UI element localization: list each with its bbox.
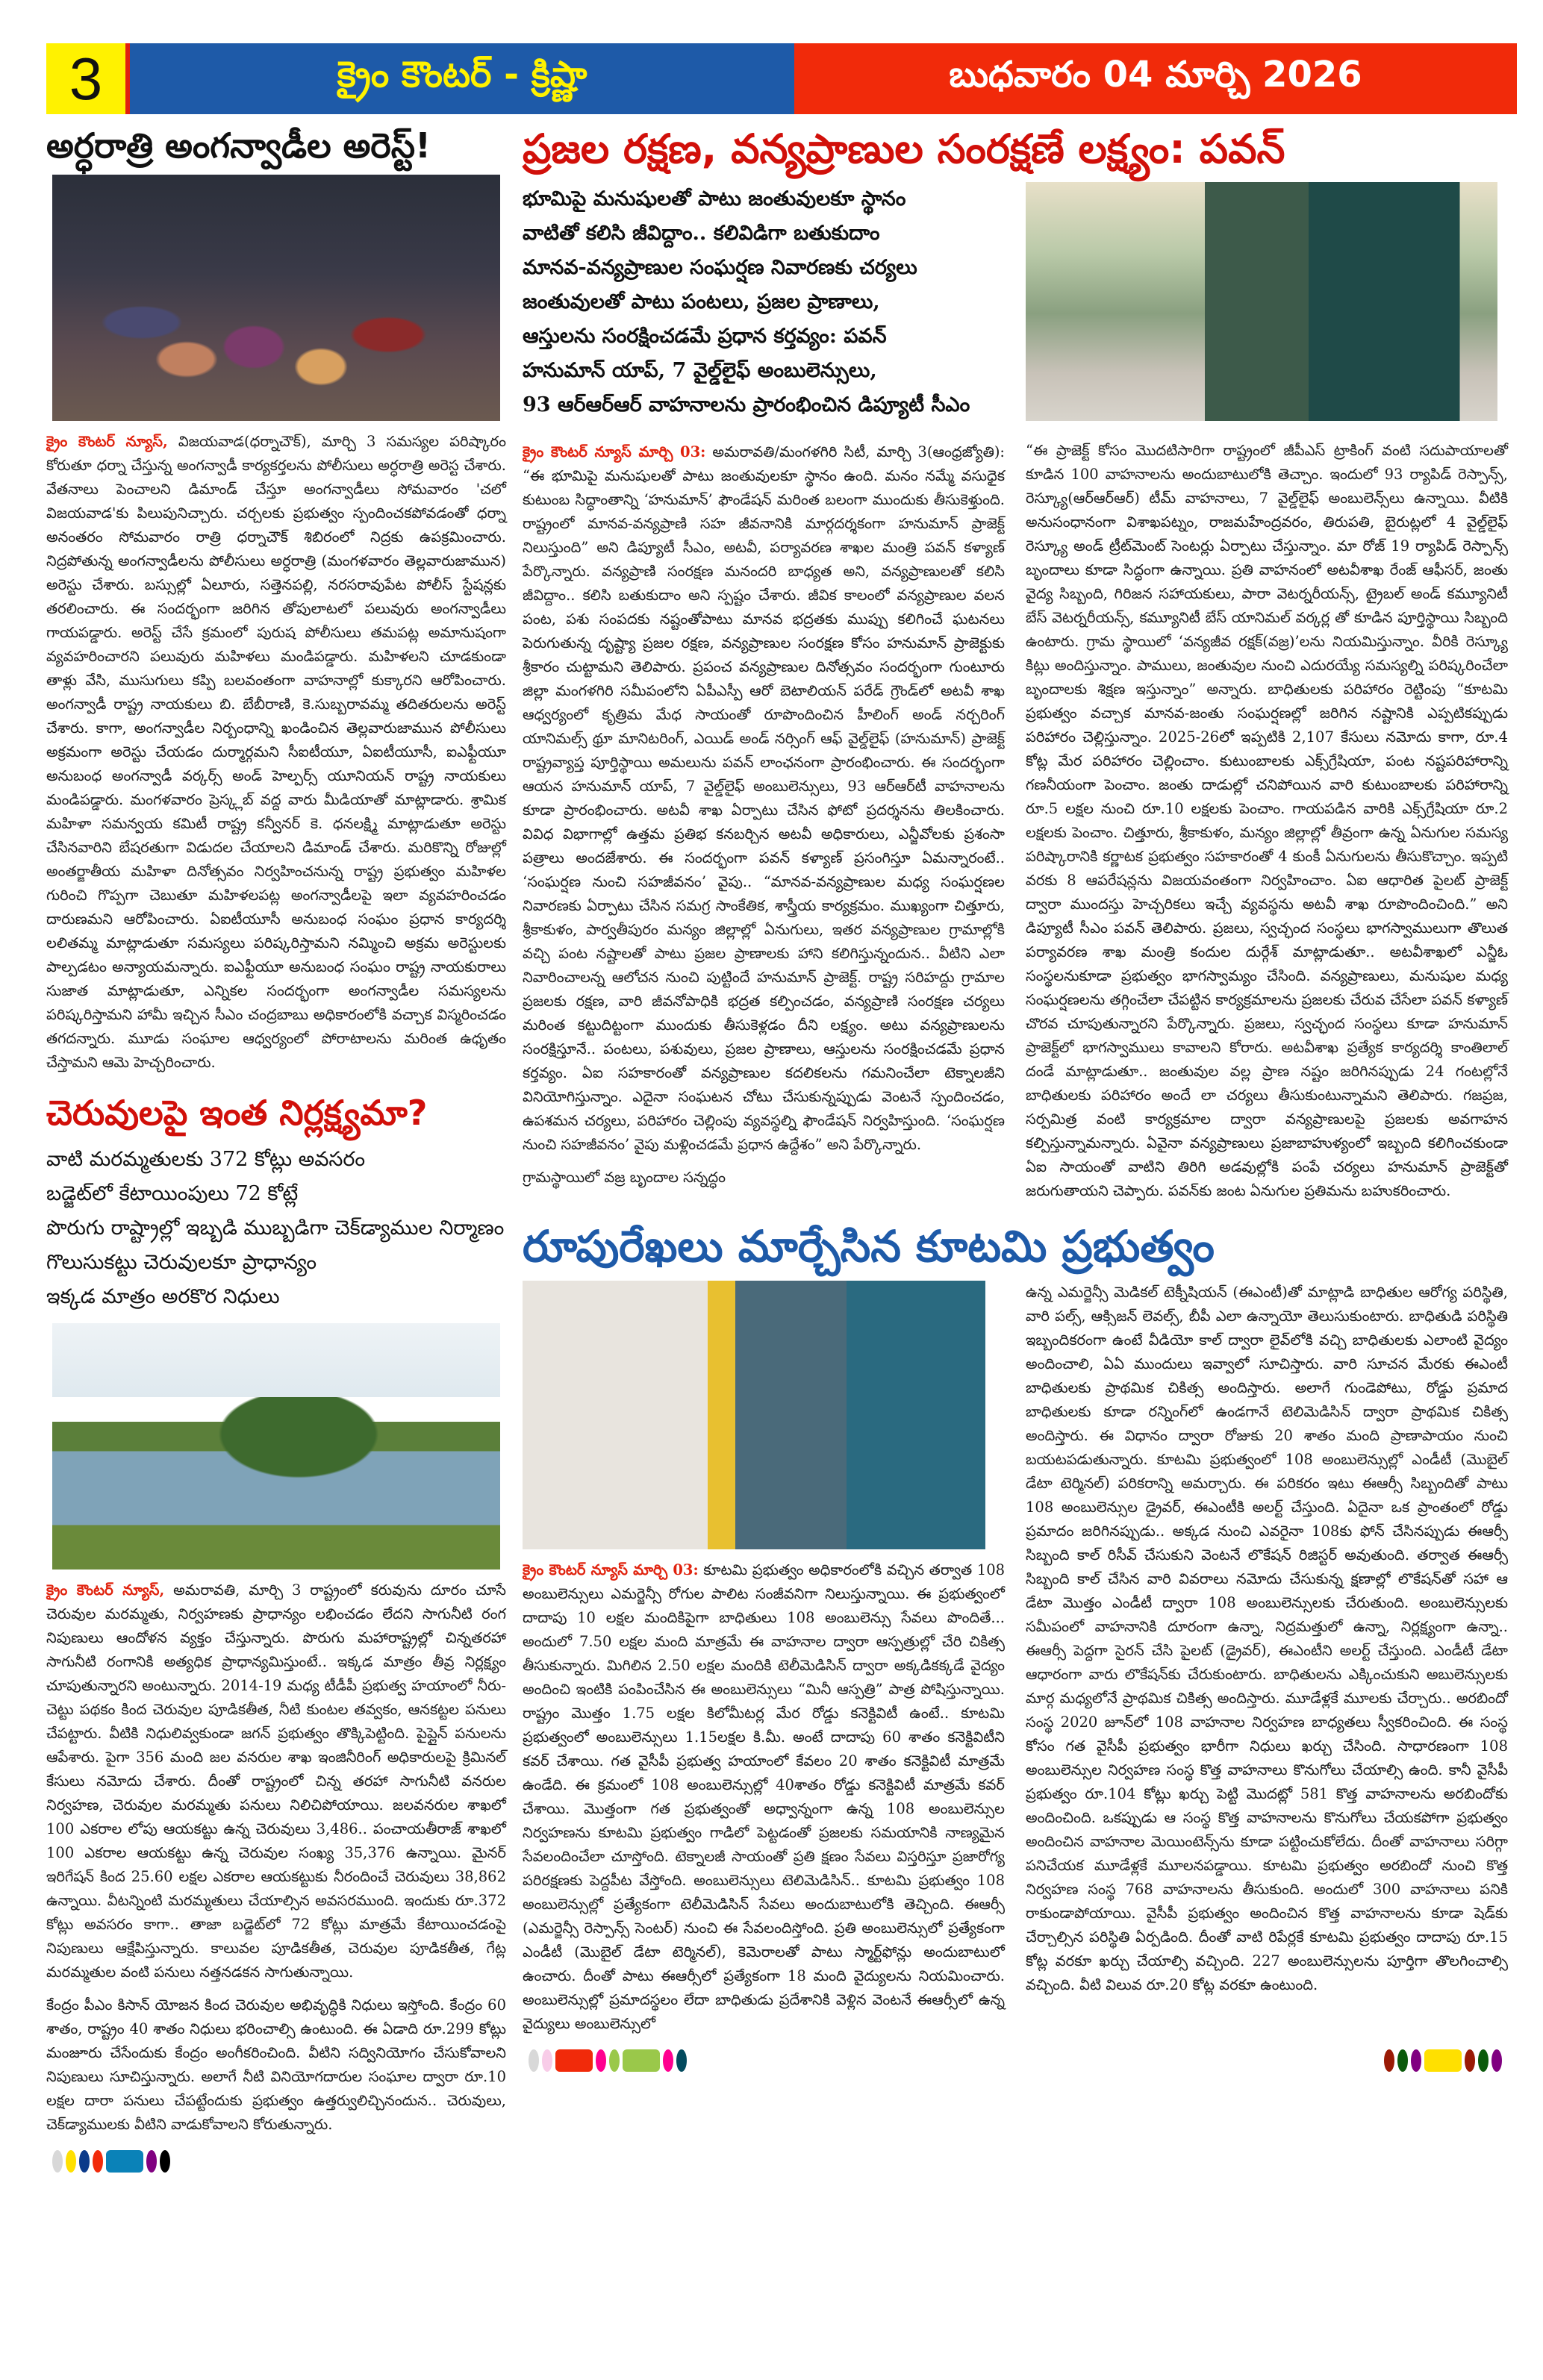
article4-text: కూటమి ప్రభుత్వం అధికారంలోకి వచ్చిన తర్వాత 108 అంబులెన్సులు ఎమర్జెన్సీ రోగుల పాలిట సంజీవనిగా నిలుస్తున్నాయి. ఈ ప్రభుత్వంలో దాదాపు 10 లక్షల మందికిపైగా బాధితులు 108 అంబులెన్సు సేవలు పొందితే... అందులో 7.50 లక్షల మంది మాత్రమే ఈ వాహనాల ద్వారా ఆస్పత్రుల్లో చేరి చికిత్స తీసుకున్నారు. మిగిలిన 2.50 లక్షల మందికి టెలీమెడిసిన్ ద్వారా అక్కడికక్కడే వైద్యం అందించి ఇంటికి పంపించేసిన ఈ అంబులెన్సులు “మినీ ఆస్పత్రి” పాత్ర పోషిస్తున్నాయి. రాష్ట్రం మొత్తం 1.75 లక్షల కిలోమీటర్ల మేర రోడ్డు కనెక్టివిటీ ఉంటే.. కూటమి ప్రభుత్వంలో అంబులెన్సులు 1.15లక్షల కి.మీ. అంటే దాదాపు 60 శాతం కనెక్టివిటీని కవర్ చేశాయి. గత వైసీపీ ప్రభుత్వ హయాంలో కేవలం 20 శాతం కనెక్టివిటీ మాత్రమే ఉండేది. ఈ క్రమంలో 108 అంబులెన్సుల్లో 40శాతం రోడ్డు కనెక్టివిటీ మాత్రమే కవర్ చేశాయి. మొత్తంగా గత ప్రభుత్వంతో అధ్వాన్నంగా ఉన్న 108 అంబులెన్సుల నిర్వహణను కూటమి ప్రభుత్వం గాడిలో పెట్టడంతో ప్రజలకు సమయానికి నాణ్యమైన సేవలందించేలా చూస్తోంది. టెక్నాలజీ సాయంతో ప్రతి క్షణం సేవలు విస్తరిస్తూ ప్రజారోగ్య పరిరక్షణకు పెద్దపీట వేస్తోంది. అంబులెన్సులు టెలిమెడిసిన్.. కూటమి ప్రభుత్వం 108 అంబులెన్సుల్లో ప్రత్యేకంగా టెలీమెడిసిన్ సేవలు అందుబాటులోకి తెచ్చింది. ఈఆర్సీ (ఎమర్జెన్సీ రెస్పాన్స్ సెంటర్) నుంచి ఈ సేవలందిస్తోంది. ప్రతి అంబులెన్సులో ప్రత్యేకంగా ఎండీటీ (మొబైల్ డేటా టెర్మినల్), కెమెరాలతో పాటు స్మార్ట్‌ఫోన్లు అందుబాటులో ఉంచారు. దీంతో పాటు ఈఆర్సీలో ప్రత్యేకంగా 18 మంది వైద్యులను నియమించారు. అంబులెన్సుల్లో ప్రమాదస్థలం లేదా బాధితుడు ప్రదేశానికి వెళ్లిన వెంటనే ఈఆర్సీలో ఉన్న వైద్యులు అంబులెన్సులో bbox=[523, 1561, 1006, 2033]
article1-headline: అర్ధరాత్రి అంగన్వాడీల అరెస్ట్! bbox=[46, 125, 431, 166]
deck-line: వాటితో కలిసి జీవిద్దాం.. కలివిడిగా బతుకుదాం bbox=[523, 221, 880, 245]
article1-text: విజయవాడ(ధర్నాచౌక్), మార్చి 3 సమస్యల పరిష్కారం కోరుతూ ధర్నా చేస్తున్న అంగన్వాడీ కార్యకర్తలను పోలీసులు అర్ధరాత్రి అరెస్ట చేశారు. వేతనాలు పెంచాలని డిమాండ్ చేస్తూ అంగన్వాడీలు సోమవారం 'చలో విజయవాడ'కు పిలుపునిచ్చారు. చర్చలకు ప్రభుత్వం స్పందించకపోవడంతో ధర్నా అనంతరం సోమవారం రాత్రి ధర్నాచౌక్ శిబిరంలో నిద్రకు ఉపక్రమించారు. నిద్రపోతున్న అంగన్వాడీలను పోలీసులు అర్ధరాత్రి (మంగళవారం తెల్లవారుజామున) అరెస్టు చేశారు. బస్సుల్లో ఏలూరు, సత్తెనపల్లి, నరసరావుపేట పోలీస్ స్టేషన్లకు తరలించారు. ఈ సందర్భంగా జరిగిన తోపులాటలో పలువురు అంగన్వాడీలు గాయపడ్డారు. అరెస్ట్ చేసే క్రమంలో పురుష పోలీసులు తమపట్ల అమానుషంగా వ్యవహరించారని పలువురు మహిళలు మండిపడ్డారు. మహిళలని చూడకుండా తాళ్లు వేసి, ముసుగులు కప్పి బలవంతంగా వాహనాల్లో కుక్కారని ఆరోపించారు. అంగన్వాడీ రాష్ట్ర నాయకులు బి. బేబీరాణి, కె.సుబ్బరావమ్మ తదితరులను అరెస్ట్ చేశారు. కాగా, అంగన్వాడీల నిర్బంధాన్ని ఖండించిన తెల్లవారుజామున పోలీసులు అక్రమంగా అరెస్టు చేయడం దుర్మార్గమని సీఐటీయూ, ఏఐటీయూసీ, ఐఎఫ్టీయూ అనుబంధ అంగన్వాడీ వర్కర్స్ అండ్ హెల్పర్స్ యూనియన్ రాష్ట్ర నాయకులు మండిపడ్డారు. మంగళవారం ప్రెస్క్లబ్ వద్ద వారు మీడియాతో మాట్లాడారు. శ్రామిక మహిళా సమన్వయ కమిటీ రాష్ట్ర కన్వీనర్ కె. ధనలక్ష్మి మాట్లాడుతూ అరెస్టు చేసినవారిని బేషరతుగా విడుదల చేయాలని డిమాండ్ చేశారు. మరికొన్ని రోజుల్లో అంతర్జాతీయ మహిళా దినోత్సవం నిర్వహించనున్న రాష్ట్ర ప్రభుత్వం మహిళల గురించి గొప్పగా చెబుతూ మహిళలపట్ల అంగన్వాడీలపై ఇలా వ్యవహరించడం దారుణమని ఆరోపించారు. ఏఐటీయూసీ అనుబంధ సంఘం ప్రధాన కార్యదర్శి లలితమ్మ మాట్లాడుతూ సమస్యలు పరిష్కరిస్తామని నమ్మించి అక్రమ అరెస్టులకు పాల్పడటం అన్యాయమన్నారు. ఐఎఫ్టీయూ అనుబంధ సంఘం రాష్ట్ర నాయకురాలు సుజాత మాట్లాడుతూ, ఎన్నికల సందర్భంగా అంగన్వాడీల సమస్యలను పరిష్కరిస్తామని హామీ ఇచ్చిన సీఎం చంద్రబాబు అధికారంలోకి వచ్చాక విస్మరించడం తగదన్నారు. మూడు సంఘాల ఆధ్వర్యంలో పోరాటాలను మరింత ఉధృతం చేస్తామని ఆమె హెచ్చరించారు. bbox=[46, 433, 506, 1072]
highlight-item: పొరుగు రాష్ట్రాల్లో ఇబ్బడి ముబ్బడిగా చెక్‌డ్యాముల నిర్మాణం bbox=[46, 1216, 505, 1240]
color-swatch bbox=[542, 2049, 552, 2072]
color-swatch bbox=[1411, 2049, 1421, 2072]
article3-photo bbox=[1026, 182, 1497, 421]
article4-row bbox=[523, 1281, 1508, 2036]
article2-text: అమరావతి, మార్చి 3 రాష్ట్రంలో కరువును దూరం చూసే చెరువుల మరమ్మతు, నిర్వహణకు ప్రాధాన్యం లభించడం లేదని సాగునీటి రంగ నిపుణులు ఆందోళన వ్యక్తం చేస్తున్నారు. పొరుగు మహారాష్ట్రల్లో చిన్నతరహా సాగునీటి రంగానికి అత్యధిక ప్రాధాన్యమిస్తుంటే.. ఇక్కడ మాత్రం తీవ్ర నిర్లక్ష్యం చూపుతున్నారని అంటున్నారు. 2014-19 మధ్య టీడీపీ ప్రభుత్వ హయాంలో నీరు-చెట్టు పథకం కింద చెరువుల పూడికతీత, నీటి కుంటల తవ్వకం, ఆనకట్టల పనులు చేపట్టారు. వీటికి నిధులివ్వకుండా జగన్ ప్రభుత్వం తొక్కిపెట్టింది. పైప్లైన్ పనులను ఆపేశారు. పైగా 356 మంది జల వనరుల శాఖ ఇంజినీరింగ్ అధికారులపై క్రిమినల్ కేసులు నమోదు చేశారు. దీంతో రాష్ట్రంలో చిన్న తరహా సాగునీటి వనరుల నిర్వహణ, చెరువుల మరమ్మతు పనులు నిలిచిపోయాయి. జలవనరుల శాఖలో 100 ఎకరాల లోపు ఆయకట్టు ఉన్న చెరువులు 3,486.. పంచాయతీరాజ్ శాఖలో 100 ఎకరాల ఆయకట్టు ఉన్న చెరువుల సంఖ్య 35,376 ఉన్నాయి. మైనర్ ఇరిగేషన్ కింద 25.60 లక్షల ఎకరాల ఆయకట్టుకు నీరందించే చెరువులు 38,862 ఉన్నాయి. వీటన్నింటి మరమ్మతులు చేయాల్సిన అవసరముంది. ఇందుకు రూ.372 కోట్లు అవసరం కాగా.. తాజా బడ్జెట్‌లో 72 కోట్లు మాత్రమే కేటాయించడంపై నిపుణులు ఆక్షేపిస్తున్నారు. కాలువల పూడికతీత, చెరువుల పూడికతీత, గేట్ల మరమ్మతుల వంటి పనులు నత్తనడకన సాగుతున్నాయి. bbox=[46, 1581, 506, 1981]
deck-line: మానవ-వన్యప్రాణుల సంఘర్షణ నివారణకు చర్యలు bbox=[523, 255, 917, 279]
page-number: 3 bbox=[46, 43, 130, 114]
article3-headline: ప్రజల రక్షణ, వన్యప్రాణుల సంరక్షణే లక్ష్యం: పవన్ bbox=[523, 125, 1285, 172]
article4-body-right: ఉన్న ఎమర్జెన్సీ మెడికల్ టెక్నీషియన్ (ఈఎంటీ)తో మాట్లాడి బాధితుల ఆరోగ్య పరిస్థితి, వారి పల్స్, ఆక్సిజన్ లెవల్స్, బీపీ ఎలా ఉన్నాయో తెలుసుకుంటారు. బాధితుడి పరిస్థితి ఇబ్బందికరంగా ఉంటే వీడియో కాల్ ద్వారా లైవ్‌లోకి వచ్చి బాధితులకు ఎలాంటి వైద్యం అందించాలి, ఏఏ ముందులు ఇవ్వాలో సూచిస్తారు. వారి సూచన మేరకు ఈఎంటీ బాధితులకు ప్రాథమిక చికిత్స అందిస్తారు. అలాగే గుండెపోటు, రోడ్డు ప్రమాద బాధితులకు కూడా రన్నింగ్‌లో ఉండగానే టెలిమెడిసిన్ ద్వారా ప్రాథమిక చికిత్స అందిస్తారు. ఈ విధానం ద్వారా రోజుకు 20 శాతం మంది ప్రాణాపాయం నుంచి బయటపడుతున్నారు. కూటమి ప్రభుత్వంలో 108 అంబులెన్సుల్లో ఎండీటీ (మొబైల్ డేటా టెర్మినల్) పరికరాన్ని అమర్చారు. ఈ పరికరం ఇటు ఈఆర్సీ సిబ్బందితో పాటు 108 అంబులెన్సుల డ్రైవర్, ఈఎంటీకి అలర్ట్ చేస్తుంది. ఏదైనా ఒక ప్రాంతంలో రోడ్డు ప్రమాదం జరిగినప్పుడు.. అక్కడ నుంచి ఎవరైనా 108కు ఫోన్ చేసినప్పుడు ఈఆర్సీ సిబ్బంది కాల్ రిసీవ్ చేసుకుని వెంటనే లొకేషన్ రిజిస్టర్ అవుతుంది. తర్వాత ఈఆర్సీ సిబ్బంది కాల్ చేసిన వారి వివరాలు నమోదు చేసుకున్న క్షణాల్లో లొకేషన్‌తో సహా ఆ డేటా మొత్తం ఎండీటీ ద్వారా 108 అంబులెన్సులకు చేరుతుంది. అంబులెన్సులకు సమీపంలో వాహనానికి దూరంగా ఉన్నా, నిద్రమత్తులో ఉన్నా, నిర్లక్ష్యంగా ఉన్నా.. ఈఆర్సీ పెద్దగా సైరన్ చేసి పైలట్ (డ్రైవర్), ఈఎంటీని అలర్ట్ చేస్తుంది. ఎండీటీ డేటా ఆధారంగా వారు లొకేషన్‌కు చేరుకుంటారు. బాధితులను ఎక్కించుకుని అబులెన్సులకు మార్గ మధ్యలోనే ప్రాథమిక చికిత్స అందిస్తారు. మూడేళ్లకే మూలకు చేర్చారు.. అరబిందో సంస్థ 2020 జూన్‌లో 108 వాహనాల నిర్వహణ బాధ్యతలు స్వీకరించింది. ఈ సంస్థ కోసం గత వైసీపీ ప్రభుత్వం భారీగా నిధులు ఖర్చు చేసింది. సాధారణంగా 108 అంబులెన్సుల నిర్వహణ సంస్థ కొత్త వాహనాలు కొనుగోలు చేయాల్సి ఉంది. కానీ వైసీపీ ప్రభుత్వం రూ.104 కోట్లు ఖర్చు పెట్టి మొదట్లో 581 కొత్త వాహనాలను అరబిందోకు అందించింది. ఒకప్పుడు ఆ సంస్థ కొత్త వాహనాలను కొనుగోలు చేయకపోగా ప్రభుత్వం అందించిన వాహనాల మెయింటెన్స్‌ను కూడా పట్టించుకోలేదు. దీంతో వాహనాలు సరిగ్గా పనిచేయక మూడేళ్లకే మూలనపడ్డాయి. కూటమి ప్రభుత్వం అరబిందో నుంచి కొత్త నిర్వహణ సంస్థ 768 వాహనాలను తీసుకుంది. అందులో 300 వాహనాలు పనికి రాకుండాపోయాయి. వైసీపీ ప్రభుత్వం అందించిన కొత్త వాహనాలను కూడా షెడ్‌కు చేర్చాల్సిన పరిస్థితి ఏర్పడింది. దీంతో వాటి రిపేర్లకే కూటమి ప్రభుత్వం దాదాపు రూ.15 కోట్ల వరకూ ఖర్చు చేయాల్సి వచ్చింది. 227 అంబులెన్సులను పూర్తిగా తొలగించాల్సి వచ్చింది. వీటి విలువ రూ.20 కోట్ల వరకూ ఉంటుంది. bbox=[1026, 1284, 1508, 1994]
color-swatch bbox=[146, 2150, 157, 2173]
color-swatch bbox=[609, 2049, 620, 2072]
deck-line: భూమిపై మనుషులతో పాటు జంతువులకూ స్థానం bbox=[523, 187, 906, 210]
edition-date: బుధవారం 04 మార్చి 2026 bbox=[794, 43, 1517, 114]
article4-headline: రూపురేఖలు మార్చేసిన కూటమి ప్రభుత్వం bbox=[523, 1220, 1215, 1272]
color-swatch bbox=[1397, 2049, 1408, 2072]
article3-body bbox=[523, 440, 1005, 1157]
registration-marks-left bbox=[52, 2150, 170, 2173]
article2-headline: చెరువులపై ఇంత నిర్లక్ష్యమా? bbox=[46, 1093, 428, 1134]
article4-body bbox=[523, 1558, 1005, 2036]
article4-dateline: క్రైం కౌంటర్ న్యూస్ మార్చి 03: bbox=[523, 1561, 699, 1579]
right-area bbox=[523, 125, 1508, 2079]
color-swatch bbox=[555, 2049, 593, 2072]
color-swatch bbox=[1384, 2049, 1394, 2072]
color-swatch bbox=[663, 2049, 673, 2072]
registration-marks-center bbox=[529, 2049, 687, 2072]
color-swatch bbox=[1465, 2049, 1475, 2072]
article2-body bbox=[46, 1578, 506, 1984]
article3-text: అమరావతి/మంగళగిరి సిటీ, మార్చి 3(ఆంధ్రజ్యోతి): “ఈ భూమిపై మనుషులతో పాటు జంతువులకూ స్థానం ఉంది. మనం నమ్మే వసుధైక కుటుంబ సిద్ధాంతాన్ని ‘హనుమాన్’ ఫౌండేషన్ మరింత బలంగా ముందుకు తీసుకెళ్తుంది. రాష్ట్రంలో మానవ-వన్యప్రాణి సహ జీవనానికి మార్గదర్శకంగా హనుమాన్ ప్రాజెక్ట్ నిలుస్తుంది” అని డిప్యూటీ సీఎం, అటవీ, పర్యావరణ శాఖల మంత్రి పవన్ కళ్యాణ్ పేర్కొన్నారు. వన్యప్రాణి సంరక్షణ మనందరి బాధ్యత అని, వన్యప్రాణులతో కలిసి జీవిద్దాం.. కలిసి బతుకుదాం అని స్పష్టం చేశారు. జీవిక కాలంలో వన్యప్రాణుల వలన పంట, పశు సంపదకు నష్టంతోపాటు మానవ భద్రతకు ముప్పు కలిగించే ఘటనలు పెరుగుతున్న దృష్ట్యా ప్రజల రక్షణ, వన్యప్రాణుల సంరక్షణ కోసం హనుమాన్ ప్రాజెక్టుకు శ్రీకారం చుట్టామని తెలిపారు. ప్రపంచ వన్యప్రాణుల దినోత్సవం సందర్భంగా గుంటూరు జిల్లా మంగళగిరి సమీపంలోని ఏపీఎస్పీ ఆరో బెటాలియన్ పరేడ్ గ్రౌండ్‌లో అటవీ శాఖ ఆధ్వర్యంలో కృత్రిమ మేధ సాయంతో రూపొందించిన హీలింగ్ అండ్ నర్చరింగ్ యానిమల్స్ థ్రూ మానిటరింగ్, ఎయిడ్ అండ్ నర్సింగ్ ఆఫ్ వైల్డ్‌లైఫ్ (హనుమాన్) ప్రాజెక్ట్ రాష్ట్రవ్యాప్త పూర్తిస్థాయి అమలును పవన్ లాంఛనంగా ప్రారంభించారు. ఈ సందర్భంగా ఆయన హనుమాన్ యాప్, 7 వైల్డ్‌లైఫ్ అంబులెన్సులు, 93 ఆర్‌ఆర్‌టీ వాహనాలను కూడా ప్రారంభించారు. అటవీ శాఖ ఏర్పాటు చేసిన ఫోటో ప్రదర్శనను తిలకించారు. వివిధ విభాగాల్లో ఉత్తమ ప్రతిభ కనబర్చిన అటవీ అధికారులు, ఎన్జీవోలకు ప్రశంసా పత్రాలు అందజేశారు. ఈ సందర్భంగా పవన్ కళ్యాణ్ ప్రసంగిస్తూ ఏమన్నారంటే.. ‘సంఘర్షణ నుంచి సహజీవనం’ వైపు.. “మానవ-వన్యప్రాణుల మధ్య సంఘర్షణల నివారణకు ఏర్పాటు చేసిన సమగ్ర సాంకేతిక, శాస్త్రీయ కార్యక్రమం. ముఖ్యంగా చిత్తూరు, శ్రీకాకుళం, పార్వతీపురం మన్యం జిల్లాల్లో ఏనుగులు, ఇతర వన్యప్రాణుల గ్రామాల్లోకి వచ్చి పంట నష్టాలతో పాటు ప్రజల ప్రాణాలకు హాని కలిగిస్తున్నందున.. వీటిని ఎలా నివారించాలన్న ఆలోచన నుంచి పుట్టిందే హనుమాన్ ప్రాజెక్ట్. రాష్ట్ర సరిహద్దు గ్రామాల ప్రజలకు రక్షణ, వారి జీవనోపాధికి భద్రత కల్పించడం, వన్యప్రాణి సంరక్షణ చర్యలు మరింత కట్టుదిట్టంగా ముందుకు తీసుకెళ్లడం దీని లక్ష్యం. అటు వన్యప్రాణులను సంరక్షిస్తూనే.. పంటలు, పశువులు, ప్రజల ప్రాణాలు, ఆస్తులను సంరక్షించడమే ప్రధాన కర్తవ్యం. ఏఐ సహకారంతో వన్యప్రాణుల కదలికలను గమనించేలా టెక్నాలజీని వినియోగిస్తున్నాం. ఎదైనా సంఘటన చోటు చేసుకున్నప్పుడు వెంటనే స్పందించడం, ఉపశమన చర్యలు, పరిహారం చెల్లింపు వ్యవస్థల్ని ఫౌండేషన్ నిర్వహిస్తుంది. ‘సంఘర్షణ నుంచి సహజీవనం’ వైపు మళ్లించడమే ప్రధాన ఉద్దేశం” అని పేర్కొన్నారు. bbox=[523, 443, 1005, 1153]
masthead bbox=[46, 43, 1517, 114]
article3-deck bbox=[523, 182, 1005, 422]
color-swatch bbox=[93, 2150, 103, 2173]
article3-dateline: క్రైం కౌంటర్ న్యూస్ మార్చి 03: bbox=[523, 443, 706, 460]
color-swatch bbox=[676, 2049, 687, 2072]
color-swatch bbox=[596, 2049, 606, 2072]
article1-dateline: క్రైం కౌంటర్ న్యూస్, bbox=[46, 433, 168, 451]
color-swatch bbox=[1424, 2049, 1462, 2072]
section-title: క్రైం కౌంటర్ - క్రిష్ణా bbox=[130, 43, 794, 114]
color-swatch bbox=[529, 2049, 539, 2072]
highlight-item: బడ్జెట్‌లో కేటాయింపులు 72 కోట్లే bbox=[46, 1181, 299, 1205]
article2-dateline: క్రైం కౌంటర్ న్యూస్, bbox=[46, 1581, 165, 1599]
article4-photo bbox=[523, 1281, 985, 1549]
highlight-item: వాటి మరమ్మతులకు 372 కోట్లు అవసరం bbox=[46, 1147, 366, 1171]
color-swatch bbox=[66, 2150, 76, 2173]
deck-line: హనుమాన్ యాప్, 7 వైల్డ్‌లైఫ్ అంబులెన్సులు, bbox=[523, 358, 877, 382]
color-swatch bbox=[106, 2150, 143, 2173]
color-swatch bbox=[160, 2150, 170, 2173]
left-column bbox=[46, 125, 506, 2180]
article1-photo bbox=[52, 175, 500, 421]
deck-line: జంతువులతో పాటు పంటలు, ప్రజల ప్రాణాలు, bbox=[523, 290, 880, 313]
highlight-item: ఇక్కడ మాత్రం అరకొర నిధులు bbox=[46, 1284, 280, 1308]
color-swatch bbox=[623, 2049, 660, 2072]
color-swatch bbox=[1478, 2049, 1489, 2072]
color-swatch bbox=[52, 2150, 63, 2173]
registration-marks-right bbox=[1384, 2049, 1502, 2072]
article3-subhead: గ్రామస్థాయిలో వజ్ర బృందాల సన్నద్ధం bbox=[523, 1168, 726, 1186]
article2-body-continued: కేంద్రం పీఎం కిసాన్ యోజన కింద చెరువుల అభివృద్ధికి నిధులు ఇస్తోంది. కేంద్రం 60 శాతం, రాష్ట్రం 40 శాతం నిధులు భరించాల్సి ఉంటుంది. ఈ ఏడాది రూ.299 కోట్లు మంజూరు చేసేందుకు కేంద్రం అంగీకరించింది. వీటిని సద్వినియోగం చేసుకోవాలని నిపుణులు సూచిస్తున్నారు. అలాగే నీటి వినియోగదారుల సంఘాల ద్వారా రూ.10 లక్షల దారా పనులు చేపట్టేందుకు ప్రభుత్వం ఉత్తర్వులిచ్చినందున.. చెరువులు, చెక్‌డ్యాములకు వీటిని వాడుకోవాలని కోరుతున్నారు. bbox=[46, 1996, 506, 2133]
deck-line: 93 ఆర్‌ఆర్‌ఆర్ వాహనాలను ప్రారంభించిన డిప్యూటీ సీఎం bbox=[523, 393, 970, 416]
article2-highlights bbox=[46, 1143, 506, 1314]
highlight-item: గొలుసుకట్టు చెరువులకూ ప్రాధాన్యం bbox=[46, 1250, 317, 1274]
color-swatch bbox=[1491, 2049, 1502, 2072]
article1-body bbox=[46, 430, 506, 1075]
deck-line: ఆస్తులను సంరక్షించడమే ప్రధాన కర్తవ్యం: పవన్ bbox=[523, 324, 887, 348]
article3-body-right: “ఈ ప్రాజెక్ట్ కోసం మొదటిసారిగా రాష్ట్రంలో జీపీఎస్ ట్రాకింగ్ వంటి సదుపాయాలతో కూడిన 100 వాహనాలను అందుబాటులోకి తెచ్చాం. ఇందులో 93 ర్యాపిడ్ రెస్పాన్స్, రెస్క్యూ(ఆర్‌ఆర్‌ఆర్) టీమ్ వాహనాలు, 7 వైల్డ్‌లైఫ్ అంబులెన్స్‌లు ఉన్నాయి. వీటికి అనుసంధానంగా విశాఖపట్నం, రాజమహేంద్రవరం, తిరుపతి, బైరుట్లలో 4 వైల్డ్‌లైఫ్ రెస్క్యూ అండ్ ట్రీట్‌మెంట్ సెంటర్లు ఏర్పాటు చేస్తున్నాం. మా రోజ్ 19 ర్యాపిడ్ రెస్పాన్స్ బృందాలు కూడా సిద్ధంగా ఉన్నాయి. ప్రతి వాహనంలో అటవీశాఖ రేంజ్ ఆఫీసర్, జంతు వైద్య సిబ్బంది, గిరిజన సహాయకులు, పారా వెటర్నరీయన్స్, ట్రైబల్ అండ్ కమ్యూనిటీ బేస్ వెటర్నరీయన్స్, కమ్యూనిటీ బేస్ యానిమల్ వర్కర్ల తో కూడిన పూర్తిస్థాయి సిబ్బంది ఉంటారు. గ్రామ స్థాయిలో ‘వన్యజీవ రక్షక్(వజ్ర)’లను నియమిస్తున్నాం. వీరికి రెస్క్యూ కిట్లు అందిస్తున్నాం. పాములు, జంతువుల నుంచి ఎదురయ్యే సమస్యల్ని పరిష్కరించేలా బృందాలకు శిక్షణ ఇస్తున్నాం” అన్నారు. బాధితులకు పరిహారం రెట్టింపు “కూటమి ప్రభుత్వం వచ్చాక మానవ-జంతు సంఘర్షణల్లో జరిగిన నష్టానికి ఎప్పటికప్పుడు పరిహారం చెల్లిస్తున్నాం. 2025-26లో ఇప్పటికి 2,107 కేసులు నమోదు కాగా, రూ.4 కోట్ల మేర పరిహారం చెల్లించాం. కుటుంబాలకు ఎక్స్‌గ్రేషియా, పంట నష్టపరిహారాన్ని గణనీయంగా పెంచాం. జంతు దాడుల్లో చనిపోయిన వారి కుటుంబాలకు పరిహారాన్ని రూ.5 లక్షల నుంచి రూ.10 లక్షలకు పెంచాం. గాయపడిన వారికి ఎక్స్‌గ్రేషియా రూ.2 లక్షలకు పెంచాం. చిత్తూరు, శ్రీకాకుళం, మన్యం జిల్లాల్లో తీవ్రంగా ఉన్న ఏనుగుల సమస్య పరిష్కారానికి కర్ణాటక ప్రభుత్వం సహకారంతో 4 కుంకీ ఏనుగులను తీసుకొచ్చాం. ఇప్పటి వరకు 8 ఆపరేషన్లను విజయవంతంగా నిర్వహించాం. ఏఐ ఆధారిత పైలట్ ప్రాజెక్ట్ ద్వారా ముందస్తు హెచ్చరికలు ఇచ్చే వ్యవస్థను అటవీ శాఖ రూపొందించింది.” అని డిప్యూటీ సీఎం పవన్ తెలిపారు. ప్రజలు, స్వచ్ఛంద సంస్థలు భాగస్వాములుగా తొలుత పర్యావరణ శాఖ మంత్రి కందుల దుర్గేశ్ మాట్లాడుతూ.. అటవీశాఖలో ఎన్జీఓ సంస్థలనుకూడా ప్రభుత్వం భాగస్వామ్యం చేసింది. వన్యప్రాణులు, మనుషుల మధ్య సంఘర్షణలను తగ్గించేలా చేపట్టిన కార్యక్రమాలను ప్రజలకు చేరువ చేసేలా పవన్ కళ్యాణ్ చొరవ చూపుతున్నారని పేర్కొన్నారు. ప్రజలు, స్వచ్ఛంద సంస్థలు కూడా హనుమాన్ ప్రాజెక్ట్‌లో భాగస్వాములు కావాలని కోరారు. అటవీశాఖ ప్రత్యేక కార్యదర్శి కాంతిలాల్ దండే మాట్లాడుతూ.. జంతువుల వల్ల ప్రాణ నష్టం జరిగినప్పుడు 24 గంటల్లోనే బాధితులకు పరిహారం అందే లా చర్యలు తీసుకుంటున్నామని తెలిపారు. గజప్రజ, సర్పమిత్ర వంటి కార్యక్రమాల ద్వారా వన్యప్రాణులపై ప్రజలకు అవగాహన కల్పిస్తున్నామన్నారు. ఏవైనా వన్యప్రాణులు ప్రజాబాహుళ్యంలో ఇబ్బంది కలిగించకుండా ఏఐ సాయంతో వాటిని తిరిగి అడవుల్లోకి పంపే చర్యలు హనుమాన్ ప్రాజెక్ట్‌తో జరుగుతాయని చెప్పారు. పవన్‌కు జంట ఏనుగుల ప్రతిమను బహుకరించారు. bbox=[1026, 441, 1508, 1199]
article2-photo bbox=[52, 1323, 500, 1570]
article3-row bbox=[523, 182, 1508, 1203]
color-swatch bbox=[79, 2150, 90, 2173]
